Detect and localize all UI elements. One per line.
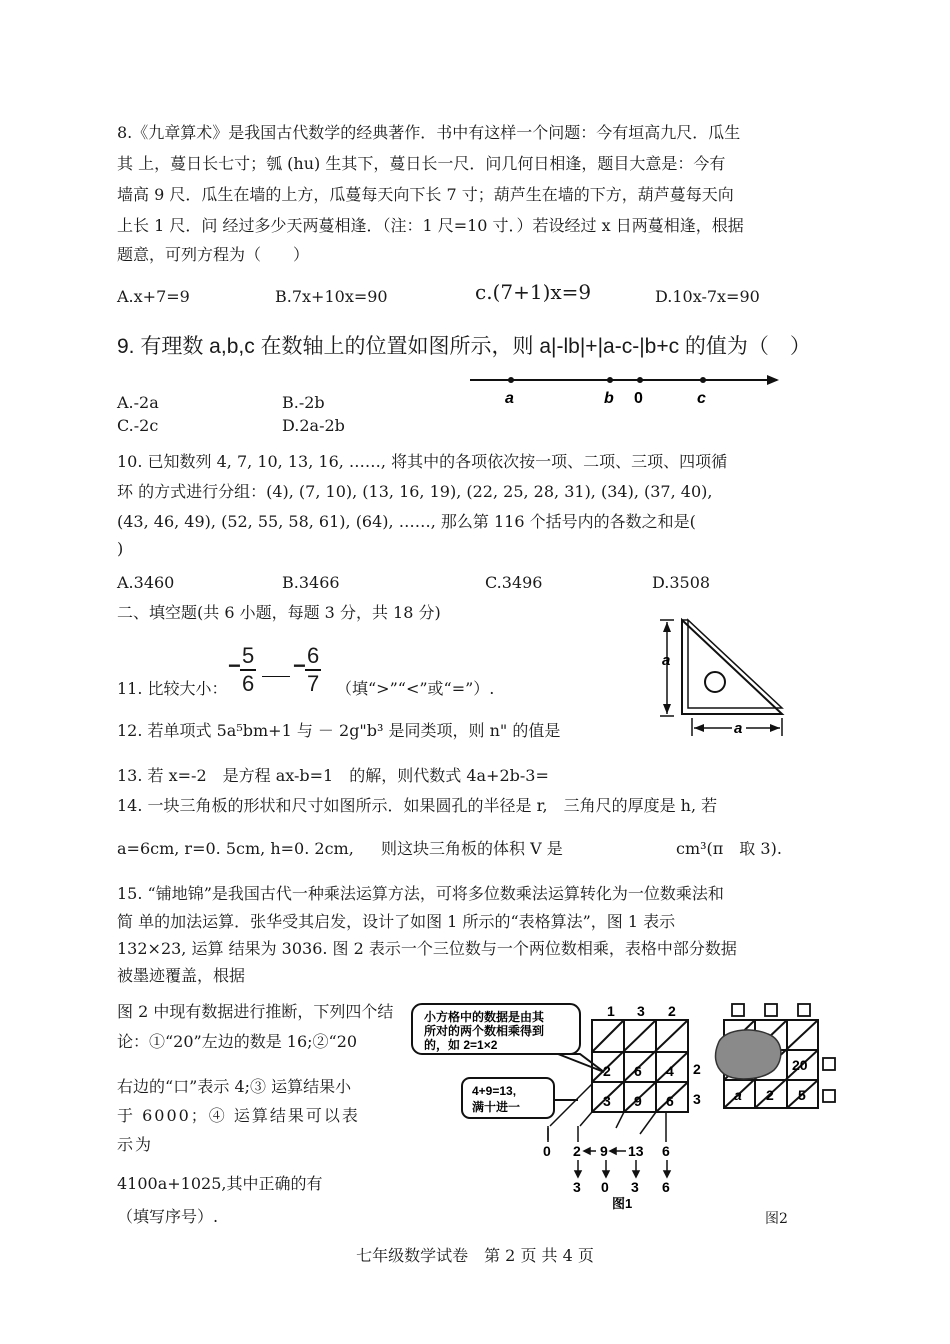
label-zero: 0: [634, 390, 643, 407]
q10-line-3: (43, 46, 49), (52, 55, 58, 61), (64), ……, 那么第 116 个括号内的各数之和是(: [117, 512, 696, 531]
q15-line-4: 被墨迹覆盖，根据: [117, 966, 246, 985]
q8-option-b: B.7x+10x=90: [275, 287, 388, 306]
q11-frac2-den: 7: [307, 671, 320, 696]
q10-option-b: B.3466: [282, 573, 340, 592]
fig1-flow-0: 0: [543, 1143, 551, 1159]
q11-suffix: （填“>”“<”或“=”）.: [336, 679, 495, 698]
q10-line-4: ): [117, 539, 124, 558]
q8-line-5: 题意，可列方程为（ ）: [117, 245, 310, 264]
q10-option-a: A.3460: [117, 573, 175, 592]
q11-answer-blank: [262, 676, 290, 677]
q11-prefix: 11. 比较大小：: [117, 679, 228, 698]
page-footer: 七年级数学试卷 第 2 页 共 4 页: [356, 1246, 594, 1265]
fig1-cell-r1c1: 2: [603, 1063, 611, 1079]
q11-frac1: [240, 643, 256, 697]
fig2-cell-2: 2: [766, 1087, 774, 1103]
q9-option-c: C.-2c: [117, 416, 159, 435]
figure-2: [712, 1000, 842, 1140]
q8-line-1: 8.《九章算术》是我国古代数学的经典著作．书中有这样一个问题：今有垣高九尺．瓜生: [117, 123, 741, 142]
q9-option-b: B.-2b: [282, 393, 325, 412]
fig1-result-0: 0: [601, 1179, 609, 1195]
q8-line-4: 上长 1 尺．问 经过多少天两蔓相逢．（注：1 尺=10 寸．）若设经过 x 日两蔓相逢，根据: [117, 216, 744, 235]
height-label: a: [662, 652, 671, 669]
fig1-top-1: 1: [607, 1003, 615, 1019]
q11-frac1-sign: −: [228, 653, 241, 678]
fig1-cell-r1c3: 4: [666, 1063, 674, 1079]
point-zero: [637, 377, 643, 383]
ink-blot: [716, 1030, 781, 1079]
fig2-cell-a: a: [734, 1087, 742, 1103]
q13-text: 13. 若 x=-2 是方程 ax-b=1 的解，则代数式 4a+2b-3=: [117, 766, 549, 785]
q15-left-6: 4100a+1025,其中正确的有: [117, 1174, 323, 1193]
label-c: c: [697, 390, 706, 407]
q14-line-2b: 则这块三角板的体积 V 是: [381, 839, 563, 858]
fig2-top-box-1: [732, 1004, 744, 1016]
point-c: [700, 377, 706, 383]
callout-rule-line-2: 所对的两个数相乘得到: [424, 1024, 545, 1038]
figure-1-caption: 图1: [612, 1196, 633, 1211]
q15-left-5: 示为: [117, 1135, 154, 1154]
fig1-cell-r2c2: 9: [634, 1093, 642, 1109]
q11-frac2-num: 6: [305, 643, 321, 671]
q14-line-2a: a=6cm, r=0. 5cm, h=0. 2cm,: [117, 839, 354, 858]
section-heading: 二、填空题(共 6 小题，每题 3 分，共 18 分): [117, 603, 441, 622]
q9-stem: 9. 有理数 a,b,c 在数轴上的位置如图所示，则 a|-lb|+|a-c-|b+c 的值为（ ）: [117, 335, 811, 358]
q15-left-2: 论：①“20”左边的数是 16;②“20: [117, 1032, 358, 1051]
base-label: a: [734, 720, 743, 737]
triangle-ruler-figure: [652, 616, 792, 740]
q14-line-2c: cm³(π 取 3).: [676, 839, 782, 858]
fig2-cell-5: 5: [798, 1087, 806, 1103]
callout-carry-line-2: 满十进一: [472, 1100, 521, 1114]
label-a: a: [505, 390, 514, 407]
q15-left-column: [117, 996, 405, 1236]
point-a: [508, 377, 514, 383]
callout-carry-line-1: 4+9=13,: [472, 1084, 517, 1098]
triangle-hole: [705, 672, 725, 692]
triangle-inner-edge: [688, 620, 782, 708]
q8-option-c: c.(7+1)x=9: [475, 280, 592, 304]
fig1-result-3b: 3: [631, 1179, 639, 1195]
fig1-result-6: 6: [662, 1179, 670, 1195]
q11-frac2-sign: −: [293, 653, 306, 678]
callout-rule-line-3: 的，如 2=1×2: [424, 1038, 498, 1052]
q14-line-1: 14. 一块三角板的形状和尺寸如图所示．如果圆孔的半径是 r, 三角尺的厚度是 h, 若: [117, 796, 718, 815]
q15-line-2: 简 单的加法运算．张华受其启发，设计了如图 1 所示的“表格算法”，图 1 表示: [117, 912, 676, 931]
fig1-top-3: 3: [637, 1003, 645, 1019]
q12-text: 12. 若单项式 5a⁵bm+1 与 － 2g"b³ 是同类项，则 n" 的值是: [117, 721, 561, 740]
fig1-right-2: 2: [693, 1061, 701, 1077]
q10-option-d: D.3508: [652, 573, 711, 592]
label-b: b: [604, 390, 614, 407]
q15-left-1: 图 2 中现有数据进行推断，下列四个结: [117, 1002, 394, 1021]
q9-option-a: A.-2a: [117, 393, 159, 412]
fig1-cell-r1c2: 6: [634, 1063, 642, 1079]
q10-option-c: C.3496: [485, 573, 543, 592]
q15-left-4: 于 6000；④ 运算结果可以表: [117, 1106, 360, 1125]
q8-option-d: D.10x-7x=90: [655, 287, 760, 306]
q11-frac1-den: 6: [242, 671, 255, 696]
number-line-arrow: [767, 375, 779, 385]
q10-line-1: 10. 已知数列 4, 7, 10, 13, 16, ……, 将其中的各项依次按一项、二项、三项、四项循: [117, 452, 728, 471]
q15-line-3: 132×23, 运算 结果为 3036. 图 2 表示一个三位数与一个两位数相乘，表格中部分数据: [117, 939, 737, 958]
fig1-cell-r2c3: 6: [666, 1093, 674, 1109]
q15-line-1: 15. “铺地锦”是我国古代一种乘法运算方法，可将多位数乘法运算转化为一位数乘法和: [117, 884, 724, 903]
fig1-top-2: 2: [668, 1003, 676, 1019]
figure-1: [408, 1000, 708, 1212]
figure-2-caption: 图2: [765, 1211, 788, 1227]
q9-option-d: D.2a-2b: [282, 416, 345, 435]
callout-rule-line-1: 小方格中的数据是由其: [424, 1010, 545, 1024]
fig1-flow-6: 6: [662, 1143, 670, 1159]
fig2-cell-20: 20: [792, 1057, 808, 1073]
number-line-figure: [465, 368, 785, 410]
q10-line-2: 环 的方式进行分组：(4), (7, 10), (13, 16, 19), (22, 25, 28, 31), (34), (37, 40),: [117, 482, 713, 501]
point-b: [607, 377, 613, 383]
fig2-right-box-1: [823, 1058, 835, 1070]
fig1-result-3a: 3: [573, 1179, 581, 1195]
fig1-flow-13: 13: [628, 1143, 644, 1159]
q15-left-7: （填写序号）.: [117, 1207, 219, 1226]
fig1-flow-9: 9: [600, 1143, 608, 1159]
fig1-cell-r2c1: 3: [603, 1093, 611, 1109]
q15-left-3: 右边的“口”表示 4;③ 运算结果小: [117, 1077, 352, 1096]
q8-line-3: 墙高 9 尺．瓜生在墙的上方，瓜蔓每天向下长 7 寸；葫芦生在墙的下方，葫芦蔓每天向: [117, 185, 734, 204]
q8-line-2: 其 上，蔓日长七寸；瓠 (hu) 生其下，蔓日长一尺．问几何日相逢，题目大意是：今有: [117, 154, 726, 173]
q8-option-a: A.x+7=9: [117, 287, 190, 306]
fig2-top-box-3: [798, 1004, 810, 1016]
q11-frac1-num: 5: [240, 643, 256, 671]
fig1-flow-2: 2: [573, 1143, 581, 1159]
triangle-outer: [682, 620, 782, 714]
fig2-right-box-2: [823, 1090, 835, 1102]
fig1-right-3: 3: [693, 1091, 701, 1107]
q11-frac2: [305, 643, 321, 697]
fig2-top-box-2: [765, 1004, 777, 1016]
